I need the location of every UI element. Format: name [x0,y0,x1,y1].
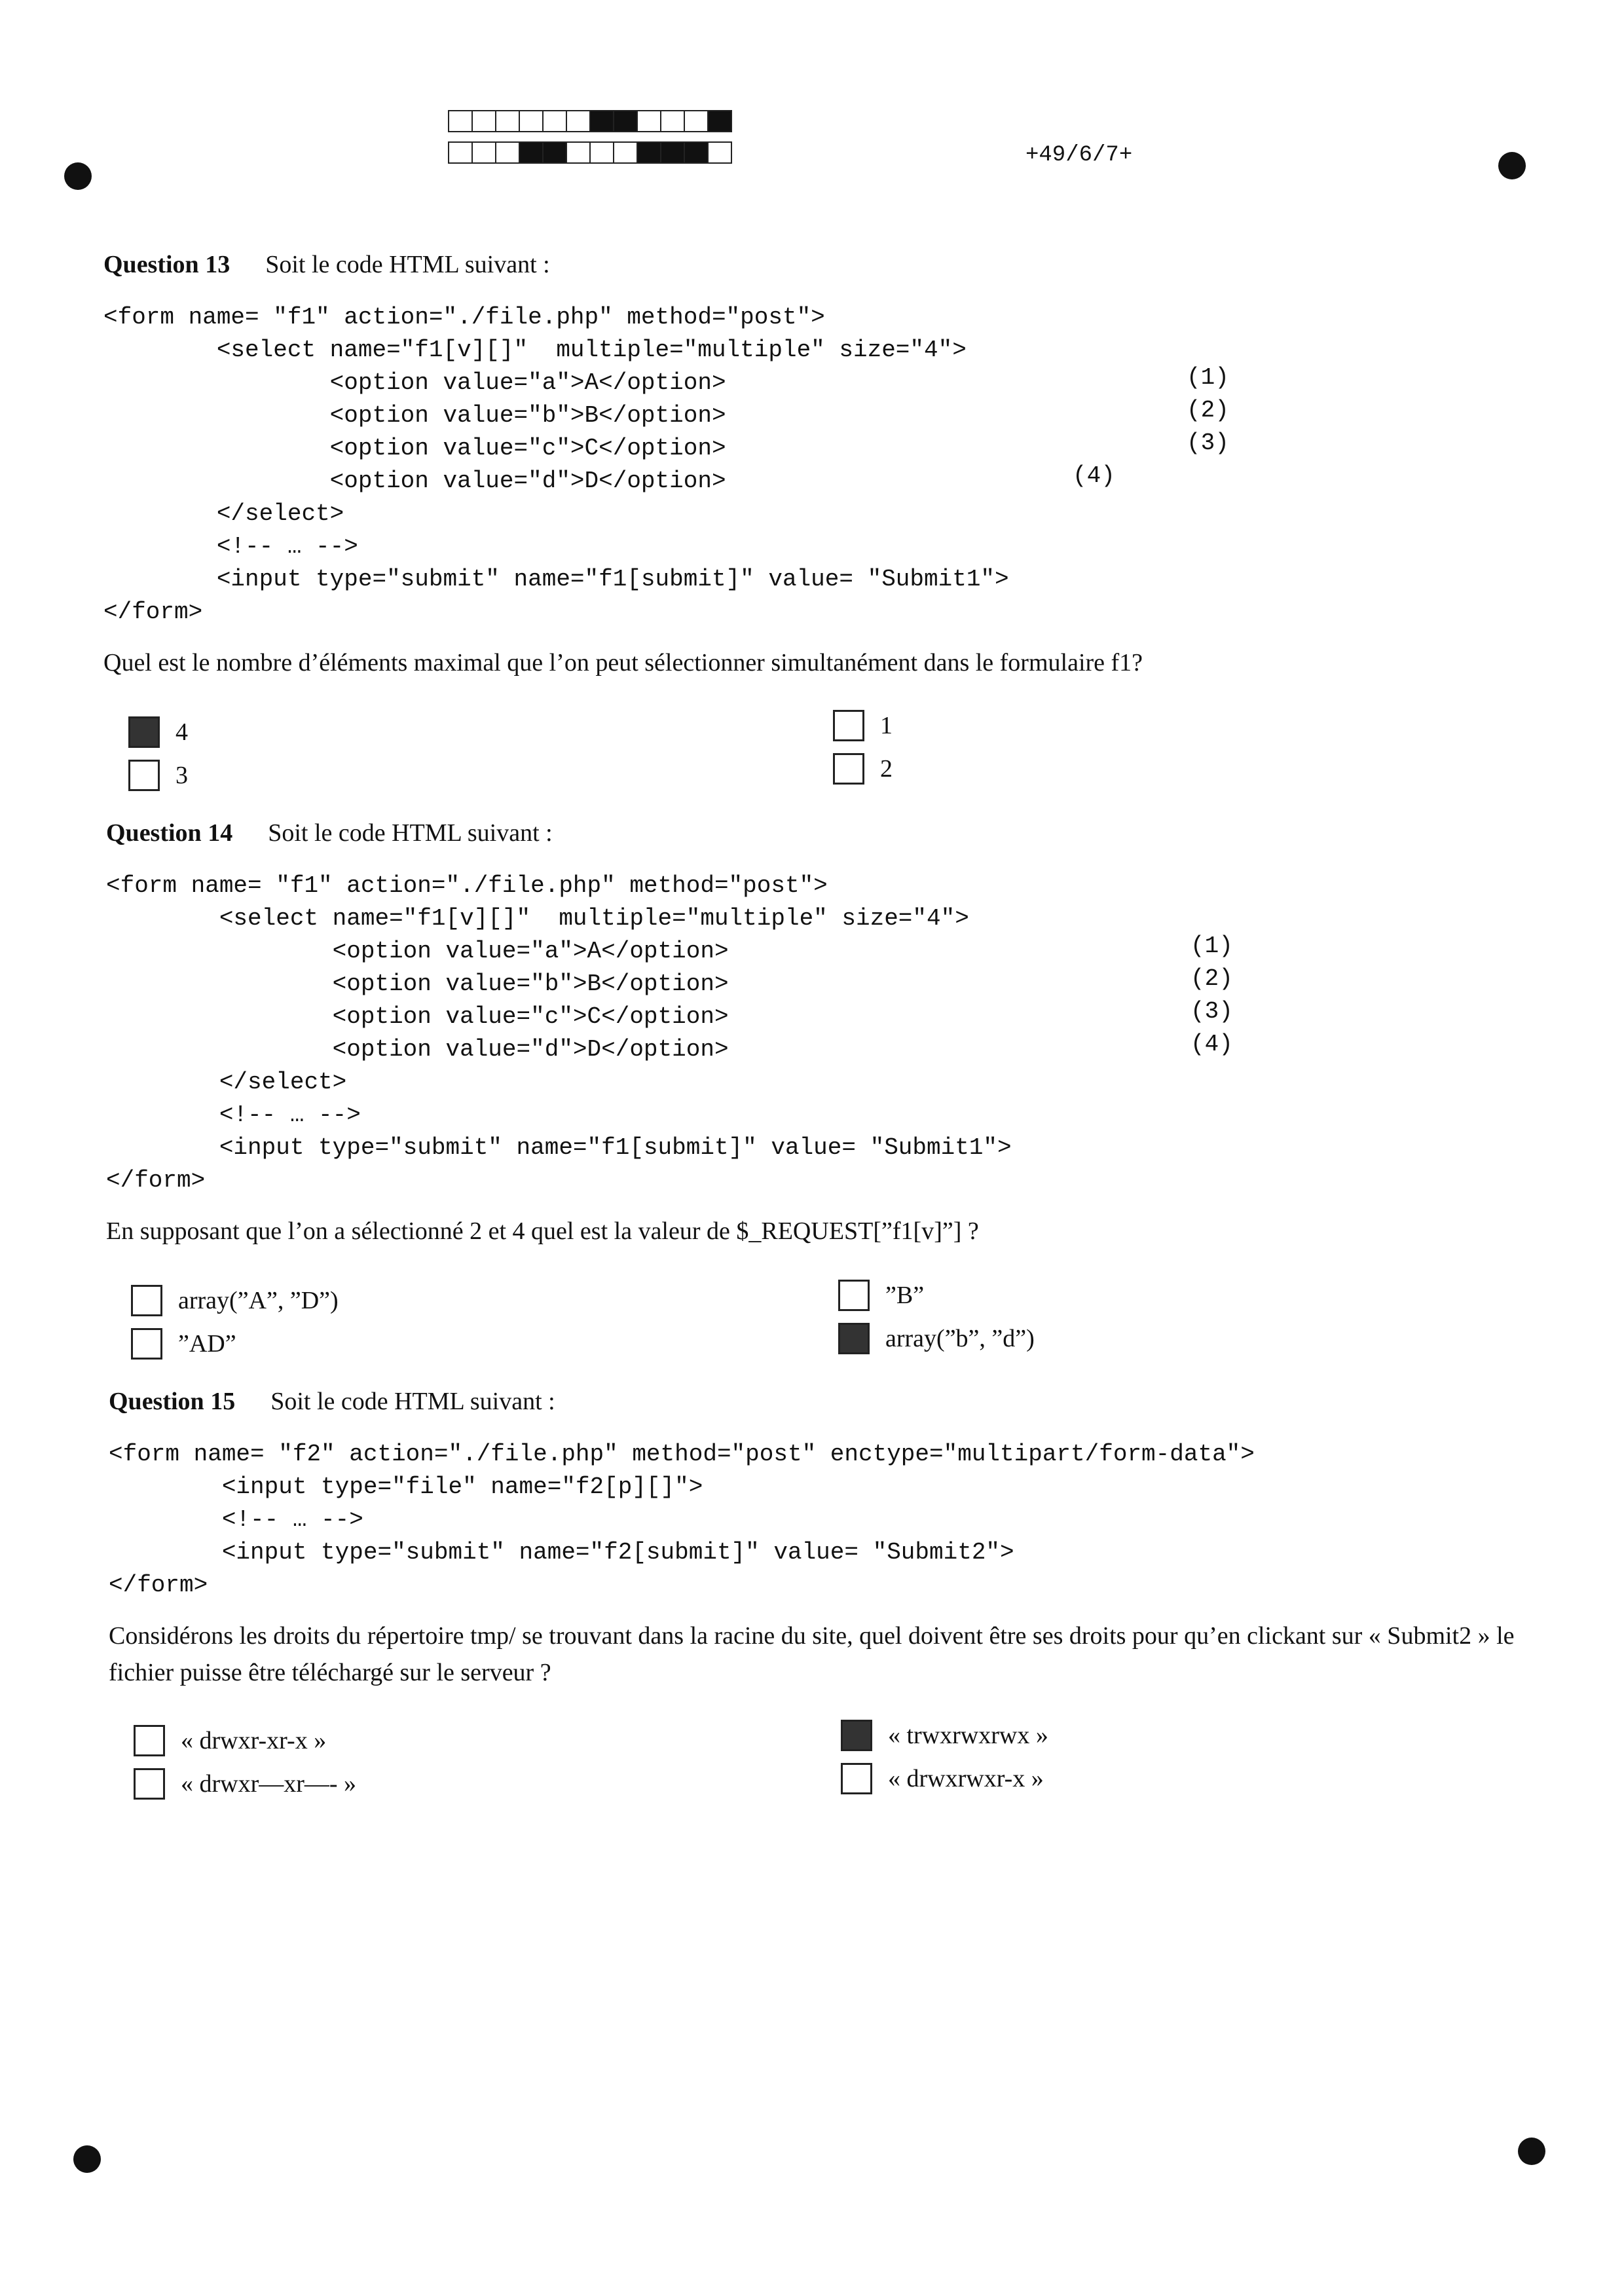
answer-label: ”B” [885,1282,925,1309]
question-title: Soit le code HTML suivant : [270,1388,555,1415]
question-title: Soit le code HTML suivant : [265,251,550,278]
question-title: Soit le code HTML suivant : [268,819,553,847]
barcode-cell [542,141,567,164]
answer-label: « drwxr-xr-x » [181,1727,327,1754]
answer-checkbox[interactable] [134,1768,165,1800]
barcode-cell [471,141,496,164]
barcode-cell [589,141,614,164]
answer-checkbox[interactable] [134,1725,165,1756]
code-line-number: (1) [1190,933,1233,959]
answer-choice[interactable] [134,1768,356,1800]
barcode-cell [542,110,567,132]
question-13-heading [103,250,550,279]
barcode-row-top [448,110,731,132]
registration-mark-bottom-left [73,2145,101,2173]
registration-mark-bottom-right [1518,2138,1545,2165]
code-line-number: (1) [1187,364,1229,391]
question-13-code: <form name= "f1" action="./file.php" method="post"> <select name="f1[v][]" multiple="multiple" size="4"> <option value="a">A</option> <option value="b">B</option> <option value="c">C</option> <option value="d">D</option> </select> <!-- … --> <input type="submit" name="f1[submit]" value= "Submit1"> </form> [103,304,1009,625]
barcode-cell [660,141,685,164]
barcode-cell [519,141,544,164]
barcode-cell [495,110,520,132]
answer-label: 2 [880,755,893,783]
answer-label: 3 [175,762,188,789]
answer-choice[interactable] [838,1323,1035,1354]
answer-label: « drwxrwxr-x » [888,1765,1044,1792]
barcode-cell [684,141,709,164]
answer-checkbox[interactable] [838,1323,870,1354]
registration-mark-top-right [1498,152,1526,179]
barcode-cell [707,110,732,132]
question-number: Question 14 [106,819,233,847]
page-identifier: +49/6/7+ [1025,143,1133,168]
barcode-cell [637,141,661,164]
answer-label: 4 [175,718,188,746]
question-14-heading [106,819,553,847]
barcode-cell [495,141,520,164]
question-14-code: <form name= "f1" action="./file.php" method="post"> <select name="f1[v][]" multiple="multiple" size="4"> <option value="a">A</option> <option value="b">B</option> <option value="c">C</option> <option value="d">D</option> </select> <!-- … --> <input type="submit" name="f1[submit]" value= "Submit1"> </form> [106,872,1012,1194]
question-number: Question 15 [109,1388,236,1415]
answer-checkbox[interactable] [841,1763,872,1794]
answer-label: array(”A”, ”D”) [178,1287,339,1314]
answer-choice[interactable] [128,760,188,791]
answer-choice[interactable] [134,1725,326,1756]
answer-label: ”AD” [178,1330,236,1358]
barcode-cell [448,110,473,132]
barcode-cell [566,110,591,132]
barcode-cell [707,141,732,164]
answer-checkbox[interactable] [131,1328,162,1360]
question-15-heading [109,1387,555,1416]
answer-checkbox[interactable] [841,1720,872,1751]
answer-choice[interactable] [833,710,893,741]
answer-choice[interactable] [841,1720,1048,1751]
barcode-cell [613,141,638,164]
answer-checkbox[interactable] [838,1280,870,1311]
answer-checkbox[interactable] [128,760,160,791]
code-line-number: (2) [1190,965,1233,992]
answer-choice[interactable] [131,1285,339,1316]
question-13-prompt: Quel est le nombre d’éléments maximal que l’on peut sélectionner simultanément dans le formulaire f1? [103,649,1143,676]
barcode-cell [589,110,614,132]
answer-choice[interactable] [841,1763,1044,1794]
code-line-number: (4) [1190,1031,1233,1058]
answer-checkbox[interactable] [131,1285,162,1316]
code-line-number: (3) [1190,998,1233,1025]
registration-mark-top-left [64,162,92,190]
barcode-cell [613,110,638,132]
question-15-prompt: Considérons les droits du répertoire tmp/ se trouvant dans la racine du site, quel doivent être ses droits pour qu’en clickant sur « Submit2 » le fichier puisse être téléchargé sur le serveur ? [109,1622,1515,1686]
answer-checkbox[interactable] [833,753,864,785]
code-line-number: (2) [1187,397,1229,424]
barcode-cell [471,110,496,132]
answer-label: « trwxrwxrwx » [888,1722,1048,1749]
barcode-cell [660,110,685,132]
barcode-row-bottom [448,141,731,164]
answer-label: « drwxr—xr—- » [181,1770,357,1798]
barcode-cell [519,110,544,132]
code-line-number: (3) [1187,430,1229,456]
barcode-cell [566,141,591,164]
answer-choice[interactable] [128,716,188,748]
barcode-cell [637,110,661,132]
question-15-code: <form name= "f2" action="./file.php" method="post" enctype="multipart/form-data"> <input type="file" name="f2[p][]"> <!-- … --> <input type="submit" name="f2[submit]" value= "Submit2"> </form> [109,1441,1255,1599]
answer-choice[interactable] [838,1280,924,1311]
barcode-cell [448,141,473,164]
answer-checkbox[interactable] [833,710,864,741]
question-14-prompt: En supposant que l’on a sélectionné 2 et 4 quel est la valeur de $_REQUEST[”f1[v]”] ? [106,1217,979,1245]
question-number: Question 13 [103,251,231,278]
answer-label: array(”b”, ”d”) [885,1325,1035,1352]
barcode-cell [684,110,709,132]
answer-choice[interactable] [833,753,893,785]
answer-label: 1 [880,712,893,739]
answer-choice[interactable] [131,1328,236,1360]
answer-checkbox[interactable] [128,716,160,748]
code-line-number: (4) [1073,462,1115,489]
